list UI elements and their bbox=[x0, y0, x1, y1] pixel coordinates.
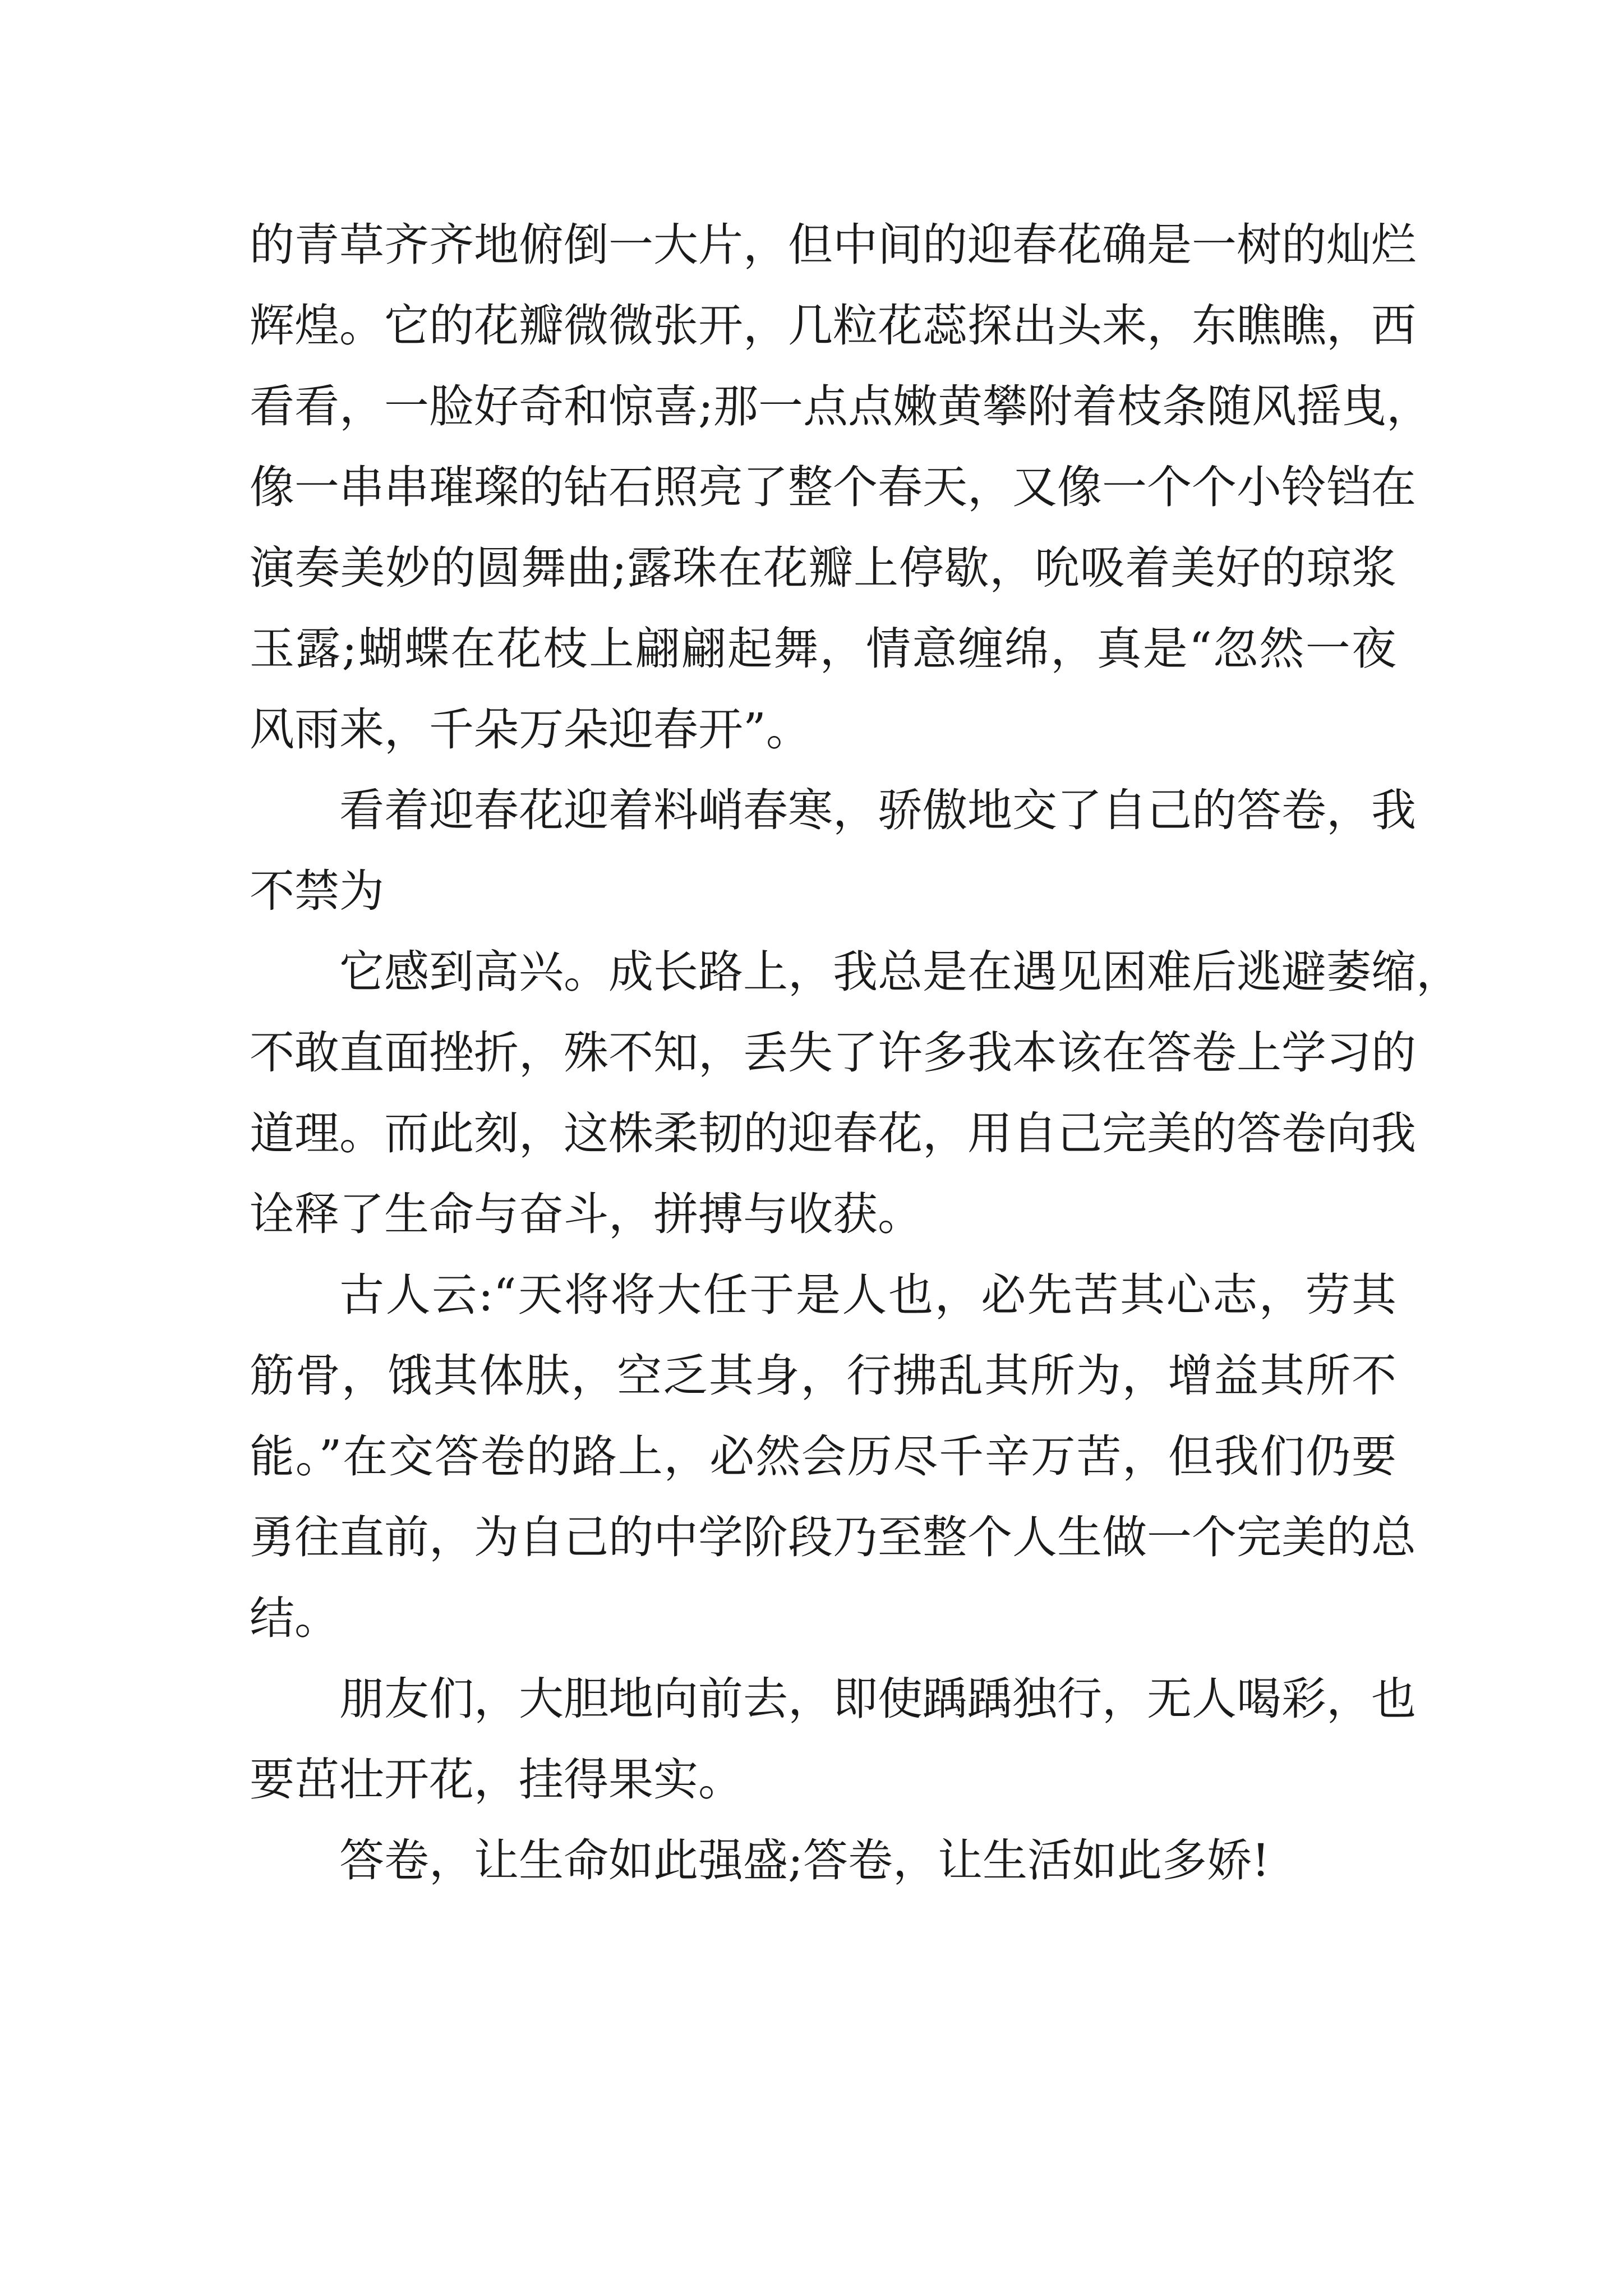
text-line: 风雨来，千朵万朵迎春开”。 bbox=[250, 703, 811, 756]
text-line: 看着迎春花迎着料峭春寒，骄傲地交了自己的答卷，我 bbox=[339, 784, 1416, 836]
text-line: 诠释了生命与奋斗，拼搏与收获。 bbox=[250, 1188, 923, 1240]
text-line: 它感到高兴。成长路上，我总是在遇见困难后逃避萎缩， bbox=[339, 946, 1461, 998]
text-line: 辉煌。它的花瓣微微张开，几粒花蕊探出头来，东瞧瞧，西 bbox=[250, 300, 1416, 352]
text-line: 结。 bbox=[250, 1592, 339, 1644]
text-line: 能。”在交答卷的路上，必然会历尽千辛万苦，但我们仍要 bbox=[250, 1430, 1396, 1483]
text-line: 答卷，让生命如此强盛;答卷，让生活如此多娇! bbox=[339, 1834, 1270, 1887]
text-line: 勇往直前，为自己的中学阶段乃至整个人生做一个完美的总 bbox=[250, 1511, 1416, 1563]
essay-body bbox=[250, 205, 1461, 1901]
text-line: 古人云:“天将将大任于是人也，必先苦其心志，劳其 bbox=[339, 1269, 1396, 1321]
text-line: 看看，一脸好奇和惊喜;那一点点嫩黄攀附着枝条随风摇曳， bbox=[250, 380, 1431, 432]
text-line: 要茁壮开花，挂得果实。 bbox=[250, 1754, 743, 1806]
text-line: 筋骨，饿其体肤，空乏其身，行拂乱其所为，增益其所不 bbox=[250, 1350, 1396, 1402]
text-line: 的青草齐齐地俯倒一大片，但中间的迎春花确是一树的灿烂 bbox=[250, 219, 1416, 271]
text-line: 不禁为 bbox=[250, 865, 384, 917]
text-line: 道理。而此刻，这株柔韧的迎春花，用自己完美的答卷向我 bbox=[250, 1107, 1416, 1159]
text-line: 玉露;蝴蝶在花枝上翩翩起舞，情意缠绵，真是“忽然一夜 bbox=[250, 623, 1396, 675]
text-line: 不敢直面挫折，殊不知，丢失了许多我本该在答卷上学习的 bbox=[250, 1027, 1416, 1079]
text-line: 演奏美妙的圆舞曲;露珠在花瓣上停歇，吮吸着美好的琼浆 bbox=[250, 542, 1396, 594]
text-line: 像一串串璀璨的钻石照亮了整个春天，又像一个个小铃铛在 bbox=[250, 461, 1416, 513]
text-line: 朋友们，大胆地向前去，即使踽踽独行，无人喝彩，也 bbox=[339, 1673, 1416, 1725]
